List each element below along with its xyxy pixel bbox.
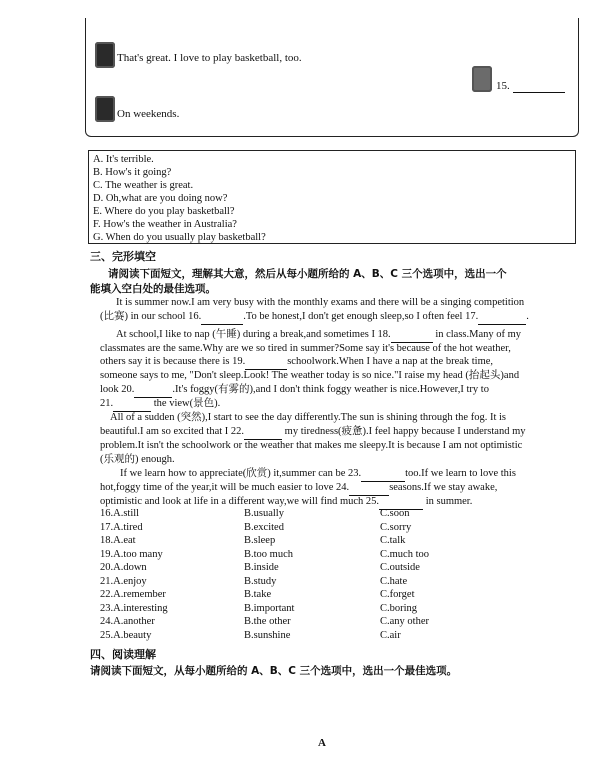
choice-option-a[interactable]: 24.A.another [100,616,155,627]
cloze-paragraph: beautiful.I am so excited that I 22. my tiredness(疲惫).I feel happy because I understand my [100,425,574,440]
cloze-paragraph: It is summer now.I am very busy with the monthly exams and there will be a singing competition [116,297,525,308]
blank-19[interactable] [245,355,287,370]
choice-option-b[interactable]: B.sleep [244,535,276,546]
choice-option-b[interactable]: B.the other [244,616,291,627]
choice-option-c[interactable]: C.talk [380,535,406,546]
choice-option-a[interactable]: 17.A.tired [100,521,143,533]
option-item: A. It's terrible. [93,154,154,165]
passage-label: A [318,737,326,749]
blank-21[interactable] [113,397,151,412]
section-heading-reading: 四、阅读理解 [90,648,156,661]
cloze-paragraph: problem.It isn't the schoolwork or the weather that makes me sleepy.It is because I am not optimistic [100,440,523,451]
cloze-paragraph: All of a sudden (突然),I start to see the day differently.The sun is shining through the fog. It is [110,412,507,423]
choice-option-c[interactable]: C.soon [380,508,410,519]
cloze-paragraph: look 20. .It's foggy(有雾的),and I don't think foggy weather is nice.However,I try to [100,383,574,398]
dialogue-line-2: 15. [496,80,565,93]
choice-option-c[interactable]: C.forget [380,589,415,600]
choice-option-c[interactable]: C.air [380,629,401,641]
choice-option-b[interactable]: B.study [244,575,277,587]
cloze-paragraph: hot,foggy time of the year,it will be much easier to love 24. seasons.If we stay awake, [100,481,574,496]
choice-option-c[interactable]: C.outside [380,562,420,573]
option-item: D. Oh,what are you doing now? [93,193,228,204]
cloze-paragraph: optimistic and look at life in a different way,we will find much 25. in summer. [100,495,574,510]
choice-option-b[interactable]: B.important [244,602,295,614]
dialogue-line-3: On weekends. [117,108,180,120]
option-item: F. How's the weather in Australia? [93,219,237,230]
choice-option-a[interactable]: 25.A.beauty [100,629,152,641]
option-item: E. Where do you play basketball? [93,206,235,217]
speaker-avatar-icon [95,42,115,68]
choice-option-c[interactable]: C.much too [380,548,429,560]
choice-option-c[interactable]: C.hate [380,575,408,587]
choice-option-b[interactable]: B.take [244,589,272,600]
choice-option-b[interactable]: B.usually [244,508,284,519]
choice-option-b[interactable]: B.excited [244,521,284,533]
choice-option-b[interactable]: B.sunshine [244,629,291,641]
speaker-avatar-icon [95,96,115,122]
option-item: G. When do you usually play basketball? [93,232,266,243]
cloze-paragraph: If we learn how to appreciate(欣赏) it,summer can be 23. too.If we learn to love this [120,467,574,482]
section-heading-cloze: 三、完形填空 [90,250,156,263]
blank-24[interactable] [349,481,389,496]
choice-option-b[interactable]: B.too much [244,548,293,560]
blank-23[interactable] [361,467,405,482]
choice-option-a[interactable]: 18.A.eat [100,535,136,546]
choice-option-a[interactable]: 19.A.too many [100,548,163,560]
choice-option-b[interactable]: B.inside [244,562,279,573]
blank-20[interactable] [134,383,172,398]
cloze-paragraph: At school,I like to nap (午睡) during a break,and sometimes I 18. in class.Many of my [116,328,574,343]
cloze-paragraph: others say it is because there is 19. schoolwork.When I have a nap at the break time, [100,355,574,370]
options-box [88,150,576,244]
option-item: C. The weather is great. [93,180,194,191]
blank-22[interactable] [244,425,282,440]
choice-option-c[interactable]: C.any other [380,616,429,627]
cloze-paragraph: (乐观的) enough. [100,454,175,465]
cloze-paragraph: 21. the view(景色). [100,397,574,412]
choice-option-c[interactable]: C.boring [380,602,418,614]
dialogue-line-1: That's great. I love to play basketball, too. [117,52,302,64]
cloze-paragraph: someone says to me, "Don't sleep.Look! The weather today is so nice."I raise my head (抬起头)and [100,370,520,381]
option-item: B. How's it going? [93,167,172,178]
speaker-avatar-icon [472,66,492,92]
choice-option-a[interactable]: 22.A.remember [100,589,166,600]
cloze-paragraph: (比赛) in our school 16. .To be honest,I don't get enough sleep,so I often feel 17. . [100,310,574,325]
cloze-instruction: 请阅读下面短文，理解其大意，然后从每小题所给的 A、B、C 三个选项中，选出一个 [108,268,507,280]
blank-17[interactable] [478,310,526,325]
blank-16[interactable] [201,310,243,325]
cloze-instruction: 能填入空白处的最佳选项。 [90,283,216,295]
reading-instruction: 请阅读下面短文，从每小题所给的 A、B、C 三个选项中，选出一个最佳选项。 [90,665,458,677]
cloze-paragraph: classmates are the same.Why are we so tired in summer?Some say it's because of the hot weather, [100,343,511,354]
choice-option-c[interactable]: C.sorry [380,521,412,533]
choice-option-a[interactable]: 21.A.enjoy [100,575,147,587]
answer-blank[interactable] [513,80,565,93]
choice-option-a[interactable]: 23.A.interesting [100,602,168,614]
choice-option-a[interactable]: 20.A.down [100,562,147,573]
blank-18[interactable] [391,328,433,343]
choice-option-a[interactable]: 16.A.still [100,508,140,519]
